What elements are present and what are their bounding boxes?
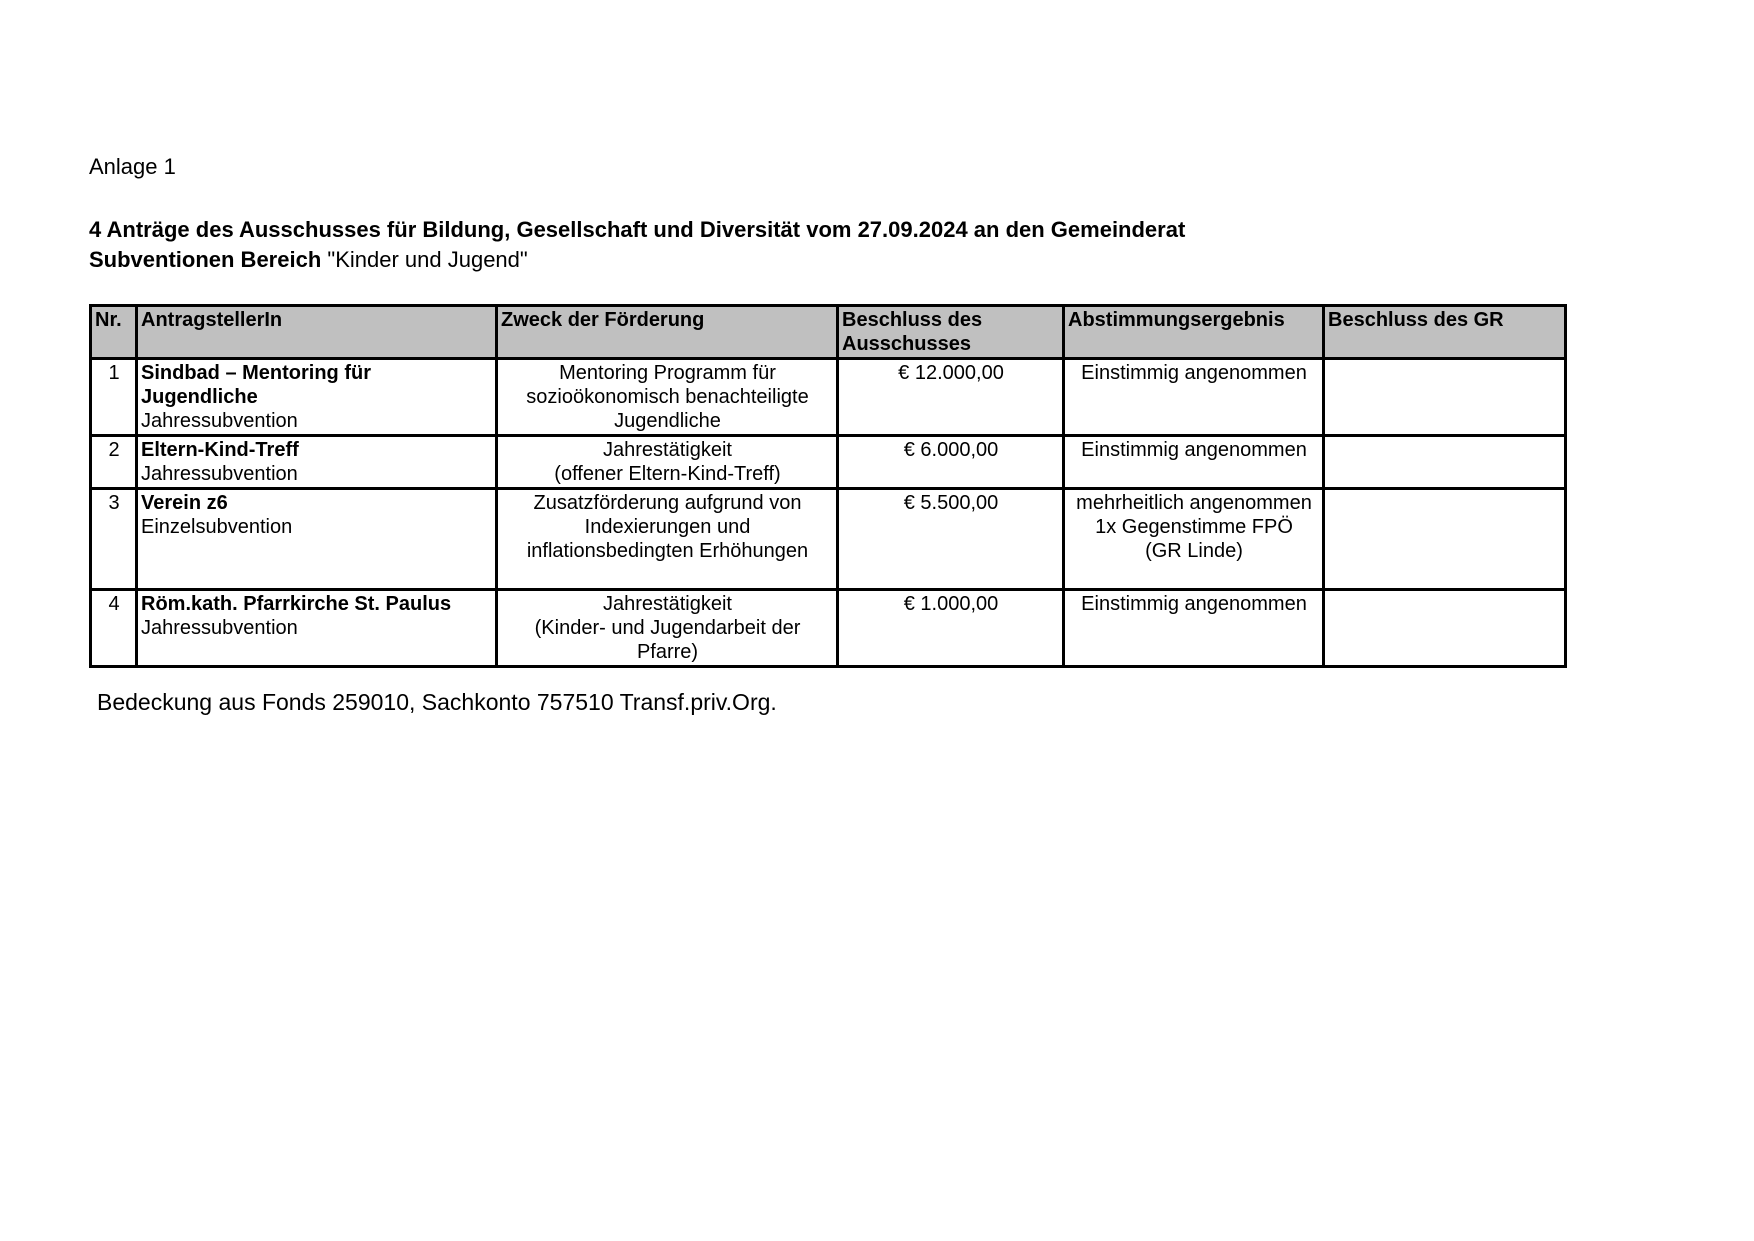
header-vote-result: Abstimmungsergebnis (1064, 306, 1324, 359)
row-council-decision (1324, 436, 1566, 489)
row-council-decision (1324, 590, 1566, 667)
row-council-decision (1324, 489, 1566, 590)
header-purpose: Zweck der Förderung (497, 306, 838, 359)
header-committee-decision: Beschluss des Ausschusses (838, 306, 1064, 359)
row-vote-result: Einstimmig angenommen (1064, 436, 1324, 489)
subsidy-type: Jahressubvention (141, 410, 298, 432)
header-applicant: AntragstellerIn (137, 306, 497, 359)
heading-subtitle (89, 245, 1185, 275)
applicant-name: Sindbad – Mentoring für Jugendliche (141, 362, 371, 408)
subsidy-type: Einzelsubvention (141, 516, 293, 538)
row-council-decision (1324, 359, 1566, 436)
heading-subtitle-rest: "Kinder und Jugend" (321, 247, 528, 272)
row-vote-result: Einstimmig angenommen (1064, 359, 1324, 436)
applicant-name: Röm.kath. Pfarrkirche St. Paulus (141, 593, 452, 615)
applicant-name: Eltern-Kind-Treff (141, 439, 299, 461)
header-council-decision: Beschluss des GR (1324, 306, 1566, 359)
funding-note: Bedeckung aus Fonds 259010, Sachkonto 757510 Transf.priv.Org. (97, 689, 777, 715)
row-nr: 3 (91, 489, 137, 590)
row-vote-result: Einstimmig angenommen (1064, 590, 1324, 667)
row-purpose: Mentoring Programm für sozioökonomisch benachteiligte Jugendliche (497, 359, 838, 436)
row-amount: € 5.500,00 (838, 489, 1064, 590)
table-row (91, 489, 1566, 590)
table-row (91, 590, 1566, 667)
row-amount: € 1.000,00 (838, 590, 1064, 667)
attachment-label: Anlage 1 (89, 154, 176, 179)
row-amount: € 6.000,00 (838, 436, 1064, 489)
subsidy-type: Jahressubvention (141, 617, 298, 639)
header-nr: Nr. (91, 306, 137, 359)
row-purpose: Jahrestätigkeit (offener Eltern-Kind-Treff) (497, 436, 838, 489)
row-purpose: Jahrestätigkeit (Kinder- und Jugendarbeit der Pfarre) (497, 590, 838, 667)
heading-subtitle-bold: Subventionen Bereich (89, 247, 322, 272)
table-row (91, 359, 1566, 436)
row-applicant (137, 436, 497, 489)
row-nr: 4 (91, 590, 137, 667)
applicant-name: Verein z6 (141, 492, 228, 514)
page-heading (89, 215, 1185, 275)
row-nr: 1 (91, 359, 137, 436)
row-applicant (137, 590, 497, 667)
row-amount: € 12.000,00 (838, 359, 1064, 436)
subsidy-type: Jahressubvention (141, 463, 298, 485)
heading-title: 4 Anträge des Ausschusses für Bildung, Gesellschaft und Diversität vom 27.09.2024 an den Gemeinderat (89, 217, 1186, 242)
row-purpose: Zusatzförderung aufgrund von Indexierungen und inflationsbedingten Erhöhungen (497, 489, 838, 590)
table-header-row (91, 306, 1566, 359)
row-applicant (137, 359, 497, 436)
row-applicant (137, 489, 497, 590)
table-row (91, 436, 1566, 489)
row-nr: 2 (91, 436, 137, 489)
subsidies-table (89, 304, 1567, 668)
row-vote-result: mehrheitlich angenommen 1x Gegenstimme FPÖ (GR Linde) (1064, 489, 1324, 590)
